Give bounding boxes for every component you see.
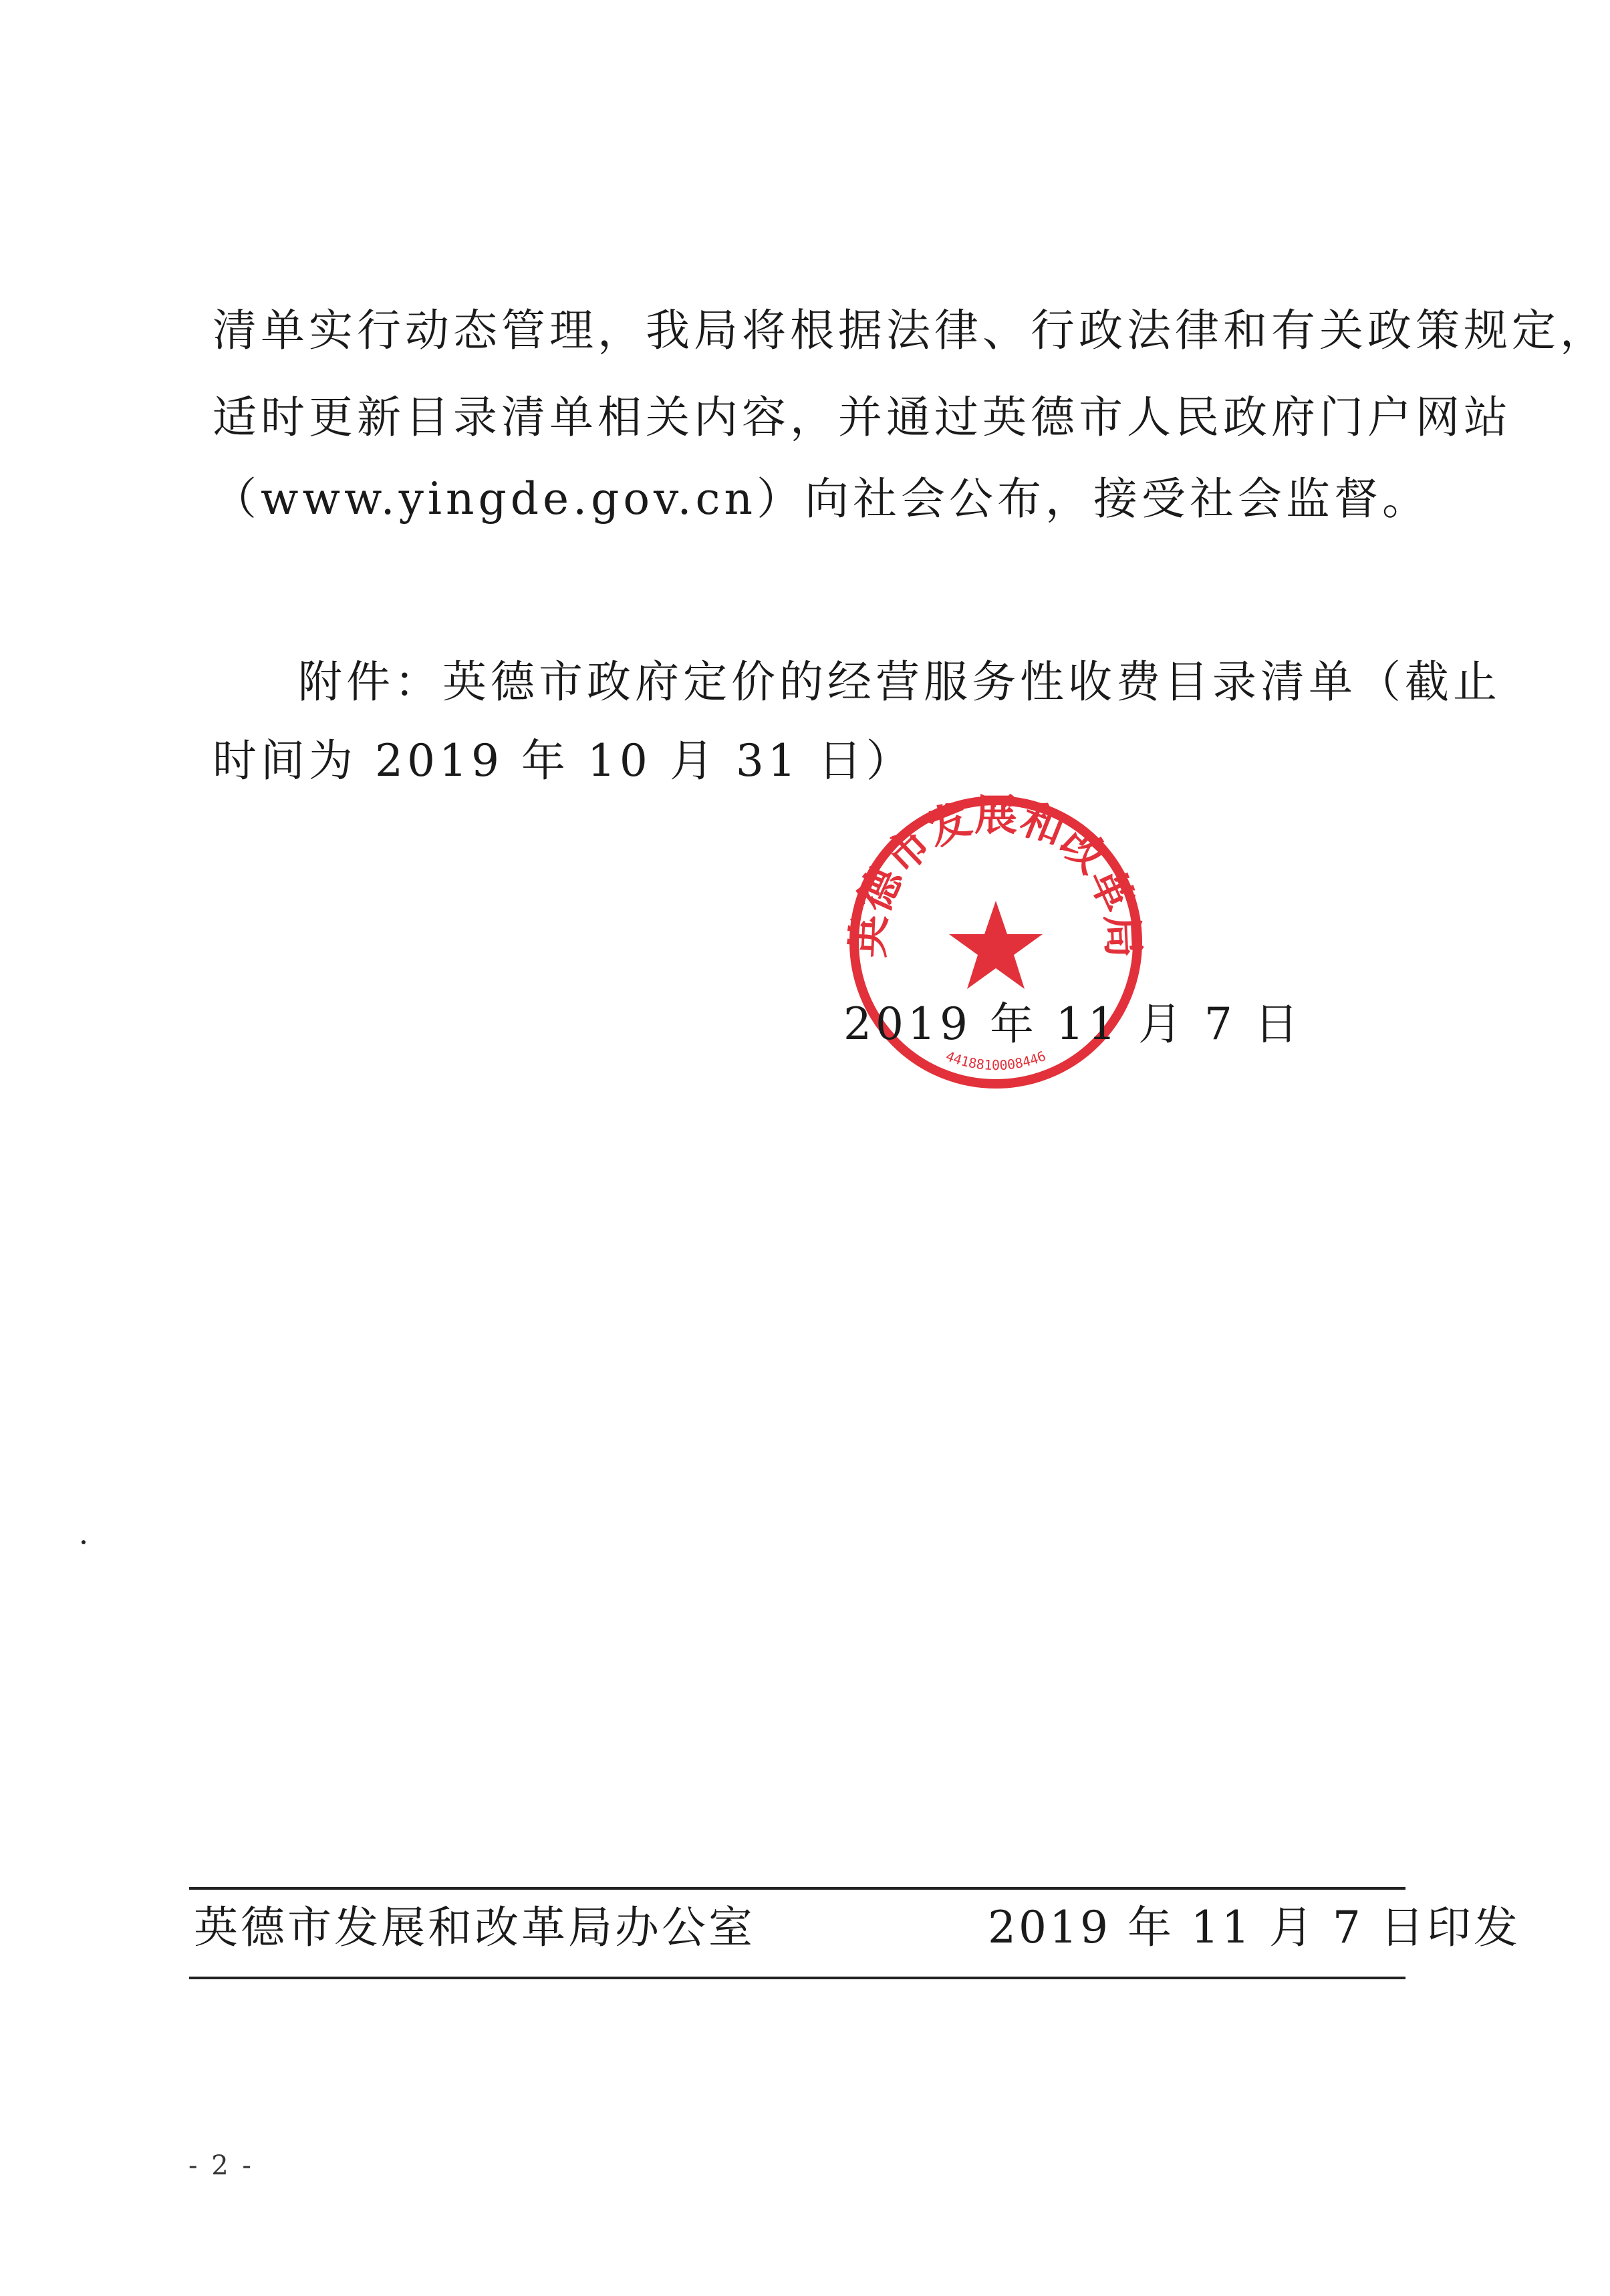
paragraph-line-3-text: （www.yingde.gov.cn）向社会公布，接受社会监督。 <box>213 473 1430 525</box>
seal-code-text: 4418810008446 <box>943 1047 1049 1074</box>
attachment-line-2-text: 时间为 2019 年 10 月 31 日） <box>213 735 914 786</box>
attachment-line-2 <box>213 735 1148 786</box>
paragraph-line-1 <box>213 305 1608 356</box>
footer-issue-date-text: 2019 年 11 月 7 日印发 <box>988 1902 1520 1953</box>
attachment-line-1 <box>298 656 1501 708</box>
footer-bottom-rule <box>189 1977 1405 1979</box>
attachment-line-1-text: 附件：英德市政府定价的经营服务性收费目录清单（截止 <box>298 656 1501 708</box>
seal-star-icon <box>949 901 1043 989</box>
footer-issuer <box>194 1902 755 1953</box>
paragraph-line-1-text: 清单实行动态管理，我局将根据法律、行政法律和有关政策规定， <box>213 305 1608 356</box>
paragraph-line-2-text: 适时更新目录清单相关内容，并通过英德市人民政府门户网站 <box>213 392 1512 443</box>
footer-issue-date <box>988 1902 1520 1953</box>
signature-date-text: 2019 年 11 月 7 日 <box>843 998 1303 1050</box>
page-number: - 2 - <box>188 2150 254 2181</box>
footer-issuer-text: 英德市发展和改革局办公室 <box>194 1902 755 1953</box>
paragraph-line-2 <box>213 392 1512 443</box>
official-seal <box>842 788 1150 1096</box>
scan-speck <box>82 1540 86 1544</box>
signature-date <box>843 998 1303 1050</box>
seal-ring-text: 英德市发展和改革局 <box>843 791 1149 959</box>
footer-top-rule <box>189 1887 1405 1890</box>
paragraph-line-3 <box>213 473 1430 525</box>
